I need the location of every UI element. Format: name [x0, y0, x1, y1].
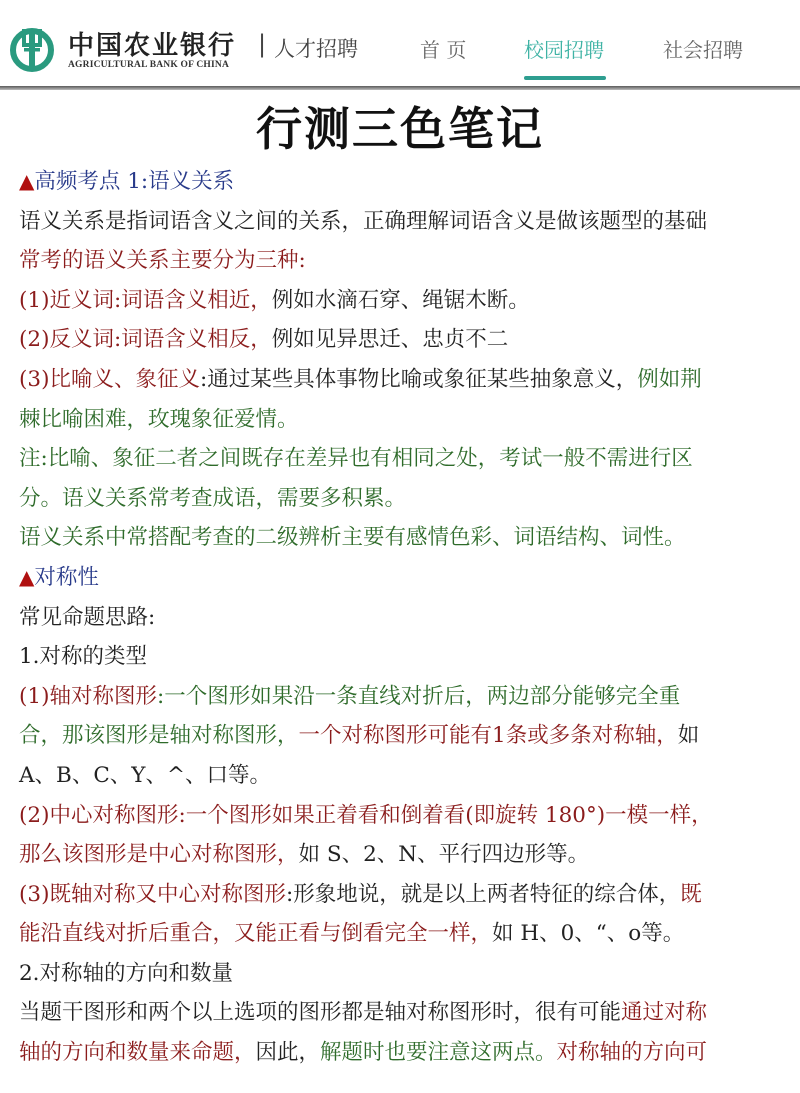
note-line [19, 400, 789, 440]
note-text-segment: 因此， [255, 1040, 321, 1066]
note-text-segment: (2)中心对称图形:一个图形如果正着看和倒着看(即旋转 180°)一模一样， [19, 802, 713, 828]
note-text-segment: 轴的方向和数量来命题， [19, 1040, 256, 1066]
note-line [19, 914, 789, 954]
note-line [19, 558, 789, 598]
note-text-segment: :形象地说，就是以上两者特征的综合体， [285, 881, 681, 907]
note-text-segment: (2)反义词:词语含义相反， [19, 327, 272, 353]
note-text-segment: (3)比喻义、象征义 [19, 366, 200, 392]
note-line [19, 439, 789, 479]
note-text-segment: 一个对称图形可能有1条或多条对称轴， [298, 723, 678, 749]
note-text-segment: 那么该图形是中心对称图形， [19, 842, 299, 868]
note-text-segment: 语义关系中常搭配考查的二级辨析主要有感情色彩、词语结构、词性。 [19, 525, 686, 551]
note-content [19, 162, 789, 1073]
note-text-segment: A、B、C、Y、^、口等。 [19, 762, 271, 788]
note-text-segment: 如 S、2、N、平行四边形等。 [298, 842, 590, 868]
note-text-segment: 通过对称 [621, 1000, 708, 1026]
document-title: 行测三色笔记 [256, 102, 544, 156]
note-line [19, 954, 789, 994]
note-text-segment: :通过某些具体事物比喻或象征某些抽象意义， [199, 366, 638, 392]
note-line [19, 320, 789, 360]
note-line [19, 162, 789, 202]
note-text-segment: 例如荆 [637, 366, 702, 392]
note-text-segment: 注:比喻、象征二者之间既存在差异也有相同之处，考试一般不需进行区 [19, 446, 693, 472]
note-text-segment: 对称轴的方向可 [556, 1040, 708, 1066]
note-line [19, 677, 789, 717]
note-line [19, 1033, 789, 1073]
brand-separator: | [258, 30, 267, 58]
note-line [19, 202, 789, 242]
note-text-segment: 语义关系是指词语含义之间的关系，正确理解词语含义是做该题型的基础 [19, 208, 708, 234]
note-line [19, 993, 789, 1033]
note-line [19, 598, 789, 638]
note-line [19, 716, 789, 756]
note-text-segment: 如 [677, 723, 700, 749]
note-text-segment: (1)近义词:词语含义相近， [19, 287, 272, 313]
note-line [19, 875, 789, 915]
abc-logo-icon[interactable] [9, 27, 55, 73]
site-header [0, 8, 800, 88]
triangle-bullet-icon: ▲ [19, 169, 35, 193]
note-text-segment: 例如见异思迁、忠贞不二 [271, 327, 509, 353]
note-text-segment: 当题干图形和两个以上选项的图形都是轴对称图形时，很有可能 [19, 1000, 622, 1026]
note-text-segment: 常考的语义关系主要分为三种: [19, 248, 306, 274]
nav-home[interactable]: 首 页 [420, 38, 467, 62]
nav-social-recruitment[interactable]: 社会招聘 [663, 38, 743, 62]
note-text-segment: 常见命题思路: [19, 604, 156, 630]
brand-name-en: AGRICULTURAL BANK OF CHINA [68, 60, 230, 70]
note-text-segment: 高频考点 1:语义关系 [34, 169, 235, 194]
brand-name-cn: 中国农业银行 [68, 31, 237, 61]
note-line [19, 241, 789, 281]
note-text-segment: 解题时也要注意这两点。 [320, 1040, 557, 1066]
note-text-segment: 棘比喻困难，玫瑰象征爱情。 [19, 406, 299, 432]
note-text-segment: 对称性 [34, 564, 99, 590]
note-text-segment: 2.对称轴的方向和数量 [19, 960, 234, 986]
active-tab-indicator [524, 76, 606, 80]
note-text-segment: :一个图形如果沿一条直线对折后，两边部分能够完全重 [156, 683, 681, 709]
note-line [19, 835, 789, 875]
note-text-segment: (1)轴对称图形 [19, 683, 157, 709]
note-line [19, 281, 789, 321]
note-line [19, 756, 789, 796]
brand-subtitle: 人才招聘 [274, 37, 358, 61]
note-text-segment: 1.对称的类型 [19, 644, 148, 670]
note-text-segment: 例如水滴石穿、绳锯木断。 [271, 287, 530, 313]
triangle-bullet-icon: ▲ [19, 564, 35, 589]
nav-campus-recruitment[interactable]: 校园招聘 [524, 38, 604, 62]
note-line [19, 360, 789, 400]
header-divider [0, 86, 800, 90]
note-text-segment: 能沿直线对折后重合，又能正看与倒看完全一样， [19, 921, 493, 947]
note-text-segment: 分。语义关系常考查成语，需要多积累。 [19, 485, 407, 511]
note-line [19, 637, 789, 677]
note-line [19, 518, 789, 558]
note-text-segment: 既 [680, 881, 702, 907]
note-line [19, 479, 789, 519]
note-text-segment: 合，那该图形是轴对称图形， [19, 723, 299, 749]
note-line [19, 796, 789, 836]
note-text-segment: (3)既轴对称又中心对称图形 [19, 881, 286, 907]
note-text-segment: 如 H、0、“、o等。 [492, 921, 685, 947]
